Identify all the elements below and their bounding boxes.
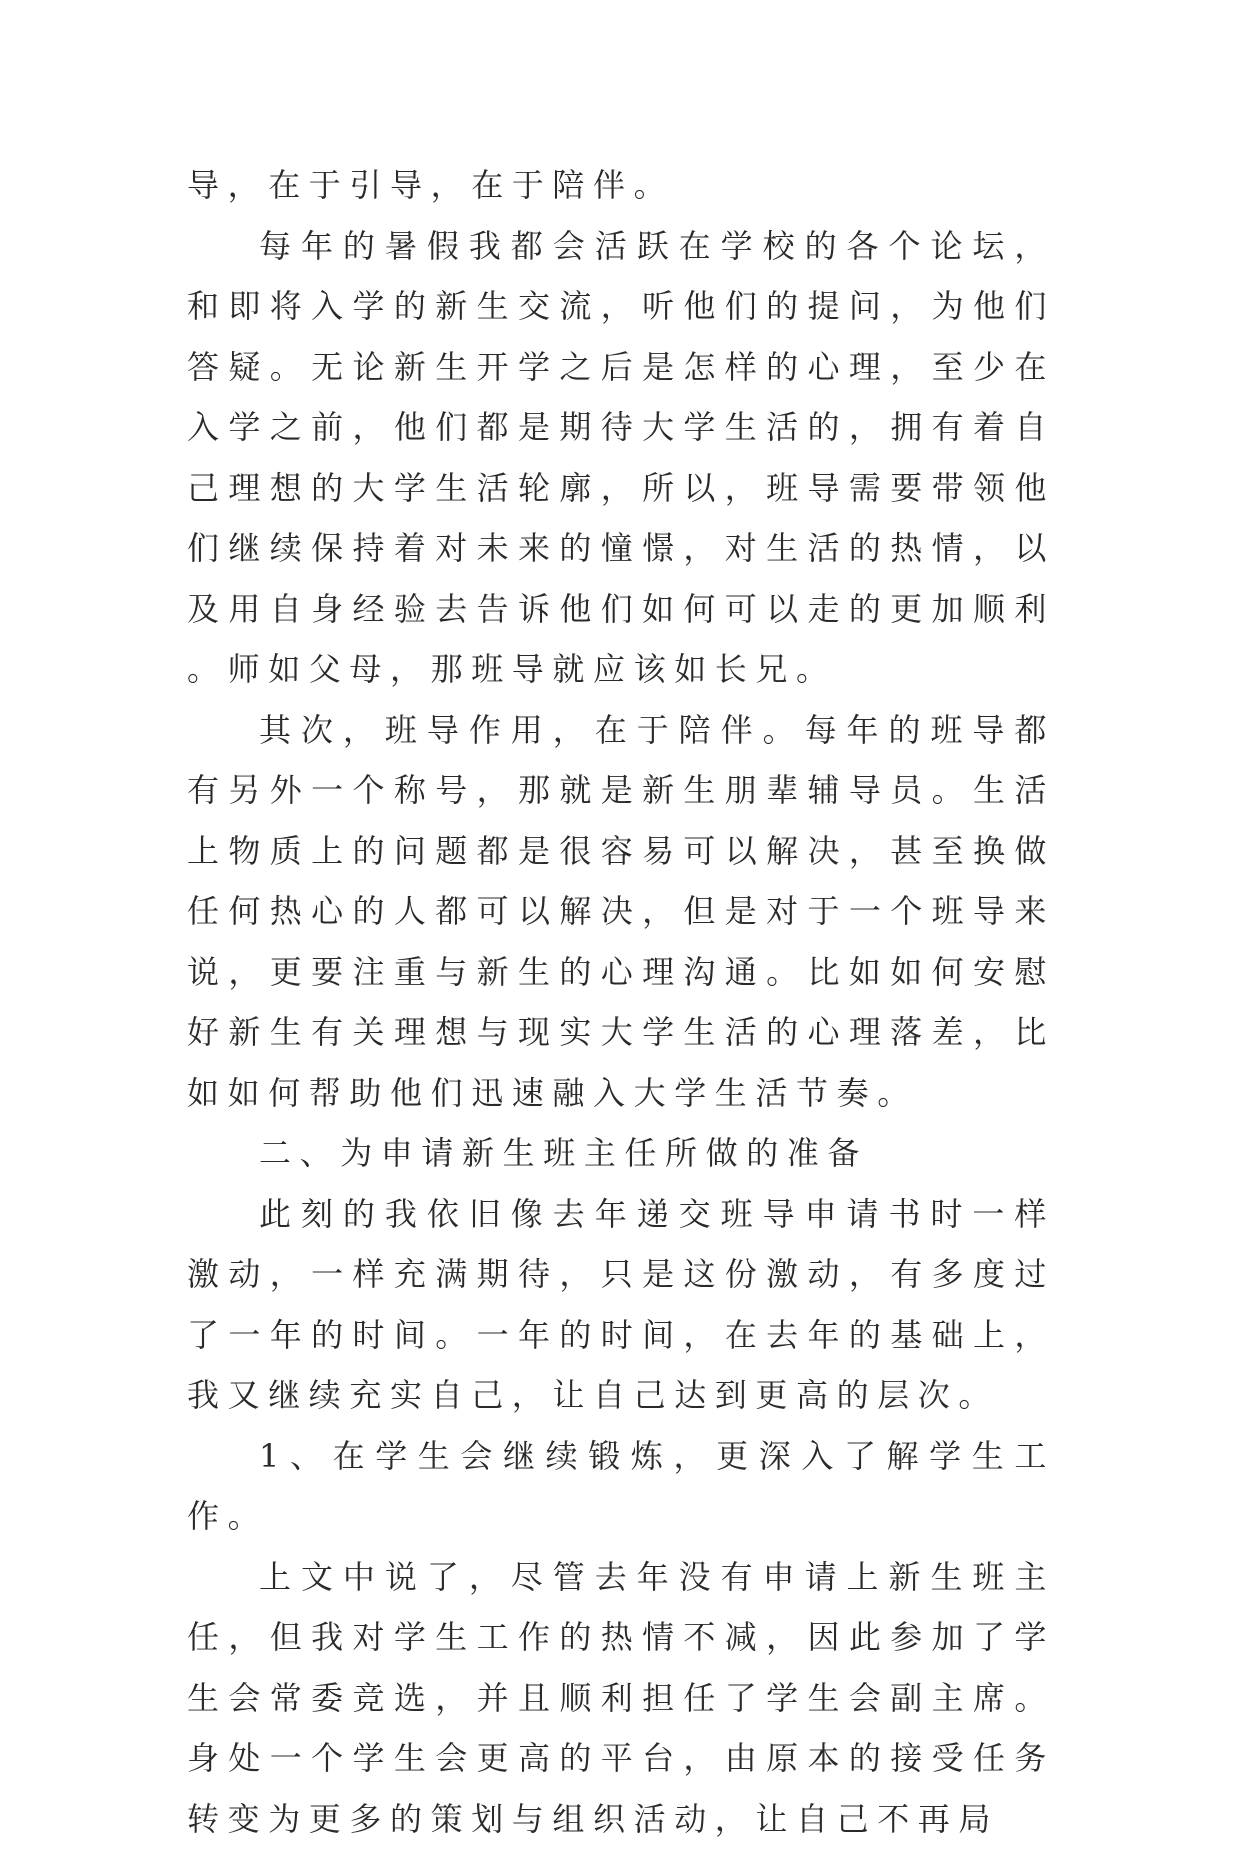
section-heading: 二、为申请新生班主任所做的准备 — [187, 1123, 1055, 1184]
subsection-heading: 1、在学生会继续锻炼，更深入了解学生工作。 — [187, 1426, 1055, 1547]
paragraph: 其次，班导作用，在于陪伴。每年的班导都有另外一个称号，那就是新生朋辈辅导员。生活上物质上的问题都是很容易可以解决，甚至换做任何热心的人都可以解决，但是对于一个班导来说，更要注重与新生的心理沟通。比如如何安慰好新生有关理想与现实大学生活的心理落差，比如如何帮助他们迅速融入大学生活节奏。 — [187, 700, 1055, 1124]
paragraph: 上文中说了，尽管去年没有申请上新生班主任，但我对学生工作的热情不减，因此参加了学生会常委竞选，并且顺利担任了学生会副主席。身处一个学生会更高的平台，由原本的接受任务转变为更多的策划与组织活动，让自己不再局 — [187, 1547, 1055, 1849]
paragraph: 此刻的我依旧像去年递交班导申请书时一样激动，一样充满期待，只是这份激动，有多度过了一年的时间。一年的时间，在去年的基础上，我又继续充实自己，让自己达到更高的层次。 — [187, 1184, 1055, 1426]
paragraph-continuation: 导，在于引导，在于陪伴。 — [187, 155, 1055, 216]
paragraph: 每年的暑假我都会活跃在学校的各个论坛，和即将入学的新生交流，听他们的提问，为他们答疑。无论新生开学之后是怎样的心理，至少在入学之前，他们都是期待大学生活的，拥有着自己理想的大学生活轮廓，所以，班导需要带领他们继续保持着对未来的憧憬，对生活的热情，以及用自身经验去告诉他们如何可以走的更加顺利。师如父母，那班导就应该如长兄。 — [187, 216, 1055, 700]
document-body — [187, 155, 1055, 1849]
